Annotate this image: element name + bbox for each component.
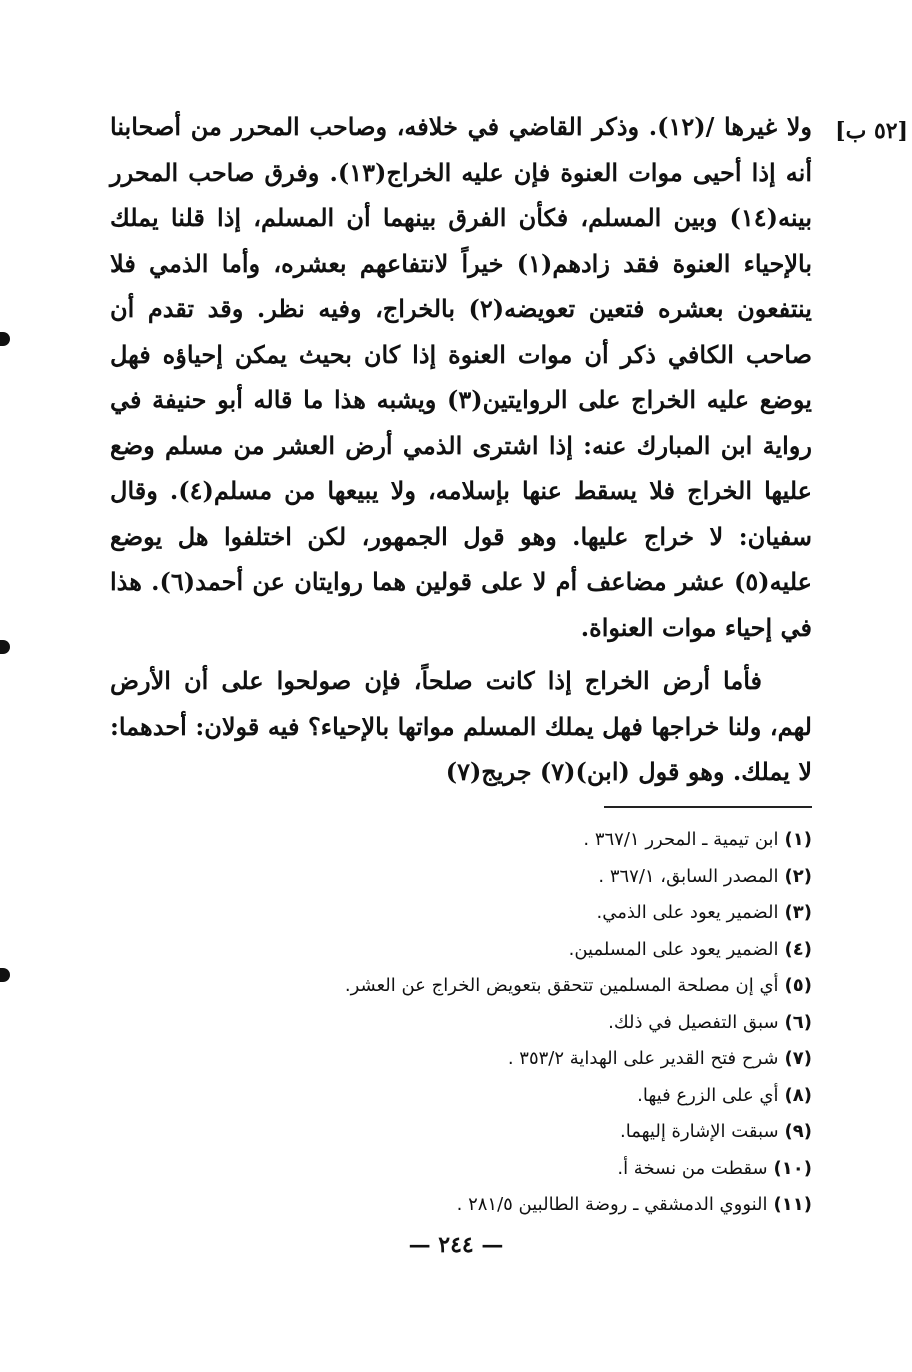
footnote-number: (٥) <box>784 975 812 996</box>
footnote-number: (٦) <box>784 1011 812 1033</box>
binding-hole-mark <box>0 968 10 982</box>
footnote-8 <box>112 1078 812 1115</box>
footnote-number: (٣) <box>784 902 812 923</box>
footnote-1 <box>112 822 812 859</box>
footnote-separator <box>604 806 812 808</box>
footnote-number: (١) <box>784 829 812 850</box>
folio-margin-note: [٥٢ ب] <box>835 118 908 144</box>
footnote-number: (٩) <box>784 1121 812 1142</box>
footnote-9 <box>112 1114 812 1151</box>
footnote-11 <box>112 1187 812 1224</box>
footnote-number: (١١) <box>773 1194 812 1215</box>
footnote-text: الضمير يعود على الذمي. <box>596 902 779 923</box>
footnote-number: (٢) <box>784 865 812 887</box>
footnote-text: ابن تيمية ـ المحرر ٣٦٧/١ . <box>583 829 779 850</box>
main-text <box>110 104 812 795</box>
footnote-text: سبقت الإشارة إليهما. <box>620 1121 779 1142</box>
paragraph-2: فأما أرض الخراج إذا كانت صلحاً، فإن صولحوا على أن الأرض لهم، ولنا خراجها فهل يملك المسلم مواتها بالإحياء؟ فيه قولان: أحدهما: لا يملك. وهو قول (ابن)(٧) جريج(٧) <box>110 666 812 786</box>
footnote-number: (٨) <box>784 1084 812 1106</box>
footnote-text: سقطت من نسخة أ. <box>617 1157 768 1179</box>
footnote-text: أي على الزرع فيها. <box>637 1084 779 1106</box>
binding-hole-mark <box>0 640 10 654</box>
binding-hole-mark <box>0 332 10 346</box>
paragraph-1: ولا غيرها /(١٢). وذكر القاضي في خلافه، وصاحب المحرر من أصحابنا أنه إذا أحيى موات العنوة فإن عليه الخراج(١٣). وفرق صاحب المحرر بينه(١٤) وبين المسلم، فكأن الفرق بينهما أن المسلم، إذا قلنا يملك بالإحياء العنوة فقد زادهم(١) خيراً لانتفاعهم بعشره، وأما الذمي فلا ينتفعون بعشره فتعين تعويضه(٢) بالخراج، وفيه نظر. وقد تقدم أن صاحب الكافي ذكر أن موات العنوة إذا كان بحيث يمكن إحياؤه فهل يوضع عليه الخراج على الروايتين(٣) ويشبه هذا ما قاله أبو حنيفة في رواية ابن المبارك عنه: إذا اشترى الذمي أرض العشر من مسلم وضع عليها الخراج فلا يسقط عنها بإسلامه، ولا يبيعها من مسلم(٤). وقال سفيان: لا خراج عليها. وهو قول الجمهور، لكن اختلفوا هل يوضع عليه(٥) عشر مضاعف أم لا على قولين هما روايتان عن أحمد(٦). هذا في إحياء موات العنواة. <box>110 112 812 642</box>
footnote-6 <box>112 1005 812 1042</box>
footnote-text: شرح فتح القدير على الهداية ٣٥٣/٢ . <box>507 1048 779 1069</box>
footnote-number: (١٠) <box>773 1157 812 1179</box>
page-number: — ٢٤٤ — <box>408 1232 504 1258</box>
footnote-5 <box>112 968 812 1005</box>
footnote-text: الضمير يعود على المسلمين. <box>568 938 779 960</box>
footnote-7 <box>112 1041 812 1078</box>
footnote-text: النووي الدمشقي ـ روضة الطالبين ٢٨١/٥ . <box>456 1194 768 1215</box>
footnote-text: المصدر السابق، ٣٦٧/١ . <box>598 865 779 887</box>
footnote-number: (٤) <box>784 938 812 960</box>
footnote-10 <box>112 1151 812 1188</box>
footnote-text: سبق التفصيل في ذلك. <box>608 1011 779 1033</box>
footnote-text: أي إن مصلحة المسلمين تتحقق بتعويض الخراج عن العشر. <box>344 975 779 996</box>
footnote-4 <box>112 932 812 969</box>
footnote-number: (٧) <box>784 1048 812 1069</box>
footnote-2 <box>112 859 812 896</box>
footnotes-list <box>112 822 812 1224</box>
footnote-3 <box>112 895 812 932</box>
